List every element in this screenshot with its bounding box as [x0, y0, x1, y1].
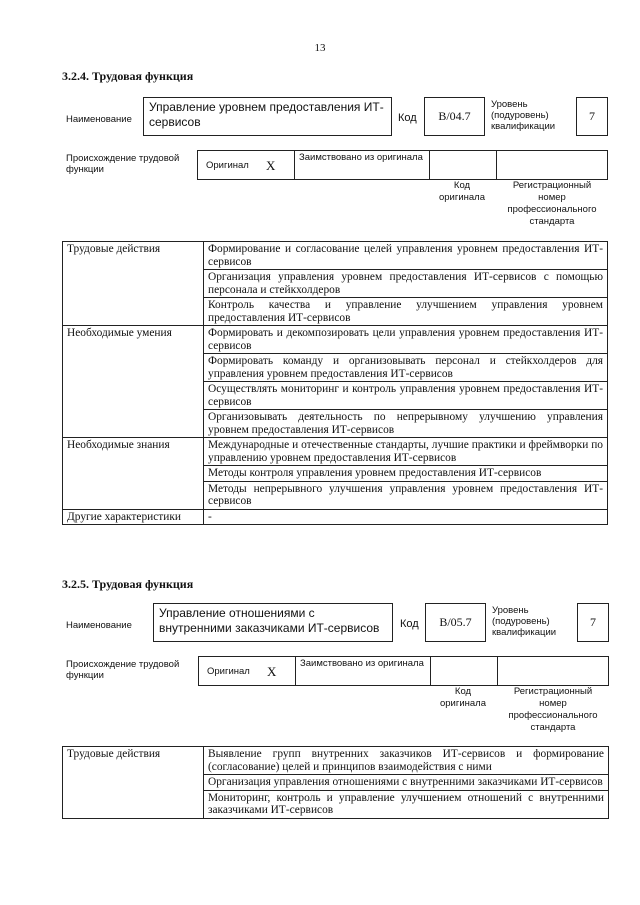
origin-label: Происхождение трудовой функции	[66, 153, 180, 175]
row-item: Организация управления отношениями с внутренними заказчиками ИТ-сервисов	[204, 775, 609, 791]
row-item: Формировать и декомпозировать цели управления уровнем предоставления ИТ-сервисов	[204, 326, 608, 354]
orig-code-caption: Код оригинала	[439, 686, 486, 709]
row-category: Другие характеристики	[63, 509, 204, 525]
row-category: Трудовые действия	[63, 747, 204, 819]
reg-number-caption: Регистрационный номер профессионального стандарта	[507, 180, 597, 227]
borrowed-label: Заимствовано из оригинала	[299, 152, 423, 163]
row-item: -	[204, 509, 608, 525]
level-value: 7	[576, 97, 608, 136]
level-label: Уровень (подуровень) квалификации	[492, 605, 557, 638]
original-mark: X	[266, 158, 276, 173]
level-value: 7	[577, 603, 609, 642]
function-table	[62, 746, 609, 819]
function-name: Управление отношениями с внутренними заказчиками ИТ-сервисов	[153, 603, 393, 642]
row-category: Необходимые знания	[63, 438, 204, 510]
code-label: Код	[398, 112, 417, 124]
name-label: Наименование	[66, 114, 132, 125]
function-code: B/05.7	[425, 603, 486, 642]
reg-number-caption: Регистрационный номер профессионального стандарта	[508, 686, 598, 733]
origin-row	[198, 656, 609, 686]
row-item: Методы непрерывного улучшения управления уровнем предоставления ИТ-сервисов	[204, 481, 608, 509]
orig-code-caption: Код оригинала	[438, 180, 485, 203]
row-item: Осуществлять мониторинг и контроль управления уровнем предоставления ИТ-сервисов	[204, 382, 608, 410]
row-item: Контроль качества и управление улучшением управления уровнем предоставления ИТ-сервисов	[204, 298, 608, 326]
name-label: Наименование	[66, 620, 132, 631]
function-code: B/04.7	[424, 97, 485, 136]
table-row	[63, 509, 608, 525]
table-row	[63, 438, 608, 466]
divider	[429, 150, 430, 180]
function-name: Управление уровнем предоставления ИТ-сервисов	[143, 97, 392, 136]
row-item: Методы контроля управления уровнем предоставления ИТ-сервисов	[204, 466, 608, 482]
original-label: Оригинал	[206, 160, 249, 171]
divider	[497, 656, 498, 686]
row-category: Трудовые действия	[63, 242, 204, 326]
section-title: 3.2.5. Трудовая функция	[62, 577, 194, 591]
origin-label: Происхождение трудовой функции	[66, 659, 180, 681]
row-item: Мониторинг, контроль и управление улучшением отношений с внутренними заказчиками ИТ-сервисов	[204, 790, 609, 818]
code-label: Код	[400, 618, 419, 630]
original-mark: X	[267, 664, 277, 679]
table-row	[63, 242, 608, 270]
row-item: Формировать команду и организовывать персонал и стейкхолдеров для управления уровнем предоставления ИТ-сервисов	[204, 354, 608, 382]
page-number: 13	[314, 42, 326, 54]
function-table	[62, 241, 608, 525]
row-item: Формирование и согласование целей управления уровнем предоставления ИТ-сервисов	[204, 242, 608, 270]
table-row	[63, 747, 609, 775]
row-category: Необходимые умения	[63, 326, 204, 438]
row-item: Организовывать деятельность по непрерывному улучшению управления уровнем предоставления ИТ-сервисов	[204, 410, 608, 438]
table-row	[63, 326, 608, 354]
level-label: Уровень (подуровень) квалификации	[491, 99, 556, 132]
row-item: Международные и отечественные стандарты, лучшие практики и фреймворки по управлению уровнем предоставления ИТ-сервисов	[204, 438, 608, 466]
divider	[496, 150, 497, 180]
divider	[295, 656, 296, 686]
original-label: Оригинал	[207, 666, 250, 677]
row-item: Выявление групп внутренних заказчиков ИТ-сервисов и формирование (согласование) целей и принципов взаимодействия с ними	[204, 747, 609, 775]
row-item: Организация управления уровнем предоставления ИТ-сервисов с помощью персонала и стейкхолдеров	[204, 270, 608, 298]
divider	[294, 150, 295, 180]
section-title: 3.2.4. Трудовая функция	[62, 69, 194, 83]
origin-row	[197, 150, 608, 180]
divider	[430, 656, 431, 686]
borrowed-label: Заимствовано из оригинала	[300, 658, 424, 669]
